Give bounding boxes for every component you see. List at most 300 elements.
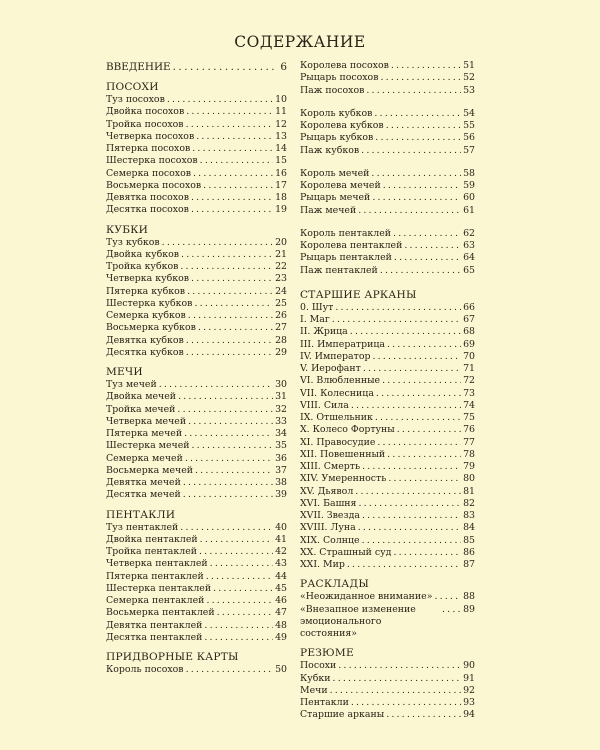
toc-entry[interactable]: [106, 489, 287, 501]
toc-entry[interactable]: [300, 314, 475, 326]
toc-entry-label: Кубки: [300, 672, 331, 684]
dot-leader: [442, 604, 461, 616]
section-heading: КУБКИ: [106, 223, 149, 236]
toc-entry-page: 20: [275, 236, 287, 248]
dot-leader: [380, 72, 461, 84]
toc-entry-label: Паж пентаклей: [300, 264, 378, 276]
toc-entry[interactable]: [300, 461, 475, 473]
toc-entry-label: Семерка посохов: [106, 167, 191, 179]
court-card-group: [300, 168, 475, 217]
toc-entry-label: XIV. Умеренность: [300, 473, 387, 485]
toc-entry-page: 46: [275, 595, 287, 606]
toc-entry[interactable]: [106, 379, 287, 391]
toc-entry-page: 50: [275, 664, 287, 675]
group-spacer: [300, 157, 475, 168]
toc-entry[interactable]: [300, 363, 475, 375]
toc-entry-page: 74: [463, 399, 475, 411]
toc-entry-page: 66: [463, 301, 475, 313]
toc-entry[interactable]: [106, 453, 287, 465]
toc-entry[interactable]: [300, 473, 475, 485]
toc-entry-label: Четверка пентаклей: [106, 558, 208, 570]
toc-entry-page: 71: [463, 363, 475, 374]
toc-entry-label: Десятка пентаклей: [106, 631, 203, 643]
toc-entry-label: Шестерка посохов: [106, 155, 198, 167]
dot-leader: [186, 106, 273, 118]
toc-entry[interactable]: [300, 660, 475, 672]
dot-leader: [178, 391, 273, 403]
toc-entry-label: Пятерка пентаклей: [106, 570, 204, 582]
dot-leader: [192, 143, 273, 155]
toc-entry-page: 34: [275, 428, 287, 439]
section-heading: ПОСОХИ: [106, 81, 159, 93]
dot-leader: [186, 664, 273, 676]
toc-entry-label: Рыцарь мечей: [300, 192, 371, 204]
dot-leader: [434, 591, 461, 603]
toc-entry-label: Королева пентаклей: [300, 240, 403, 251]
dot-leader: [203, 180, 273, 192]
group-spacer: [300, 97, 475, 108]
dot-leader: [186, 347, 273, 359]
section-heading: ПРИДВОРНЫЕ КАРТЫ: [106, 651, 239, 663]
section-heading: ПЕНТАКЛИ: [106, 508, 176, 521]
toc-entry[interactable]: [300, 591, 475, 603]
toc-entry-label: VI. Влюбленные: [300, 375, 381, 387]
toc-entry[interactable]: [300, 375, 475, 387]
dot-leader: [388, 473, 461, 485]
toc-entry[interactable]: [300, 85, 475, 97]
toc-entry[interactable]: [106, 522, 287, 534]
toc-entry[interactable]: [300, 400, 475, 412]
toc-entry[interactable]: [106, 298, 287, 310]
toc-entry-page: 39: [275, 489, 287, 501]
toc-entry[interactable]: [106, 347, 287, 359]
toc-entry[interactable]: [300, 265, 475, 277]
toc-entry-page: 35: [275, 440, 287, 452]
toc-entry[interactable]: [106, 249, 287, 261]
dot-leader: [338, 660, 461, 672]
toc-entry[interactable]: [106, 558, 287, 570]
dot-leader: [361, 145, 461, 157]
toc-entry[interactable]: [106, 286, 287, 298]
toc-section: [106, 223, 287, 360]
dot-leader: [186, 119, 273, 131]
dot-leader: [380, 265, 461, 277]
toc-entry-label: XI. Правосудие: [300, 436, 376, 448]
toc-entry[interactable]: [300, 709, 475, 721]
toc-entry[interactable]: [300, 108, 475, 120]
toc-section: [300, 577, 475, 640]
toc-entry-page: 41: [275, 533, 287, 545]
toc-entry-label: VII. Колесница: [300, 387, 374, 399]
toc-entry-label: Туз посохов: [106, 94, 165, 105]
dot-leader: [393, 547, 461, 559]
toc-entry-label: Король мечей: [300, 167, 370, 179]
dot-leader: [386, 709, 461, 721]
toc-entry[interactable]: [300, 252, 475, 264]
dot-leader: [355, 486, 461, 498]
dot-leader: [186, 335, 273, 347]
toc-entry[interactable]: [106, 131, 287, 143]
toc-entry[interactable]: [300, 72, 475, 84]
dot-leader: [362, 461, 461, 473]
toc-entry-label: Посохи: [300, 660, 337, 672]
toc-entry[interactable]: [300, 604, 475, 641]
toc-entry[interactable]: [300, 522, 475, 534]
dot-leader: [199, 546, 273, 558]
toc-entry[interactable]: [106, 391, 287, 403]
dot-leader: [173, 60, 279, 74]
toc-entry[interactable]: [300, 673, 475, 685]
dot-leader: [200, 155, 273, 167]
dot-leader: [191, 204, 273, 216]
toc-entry-label: Восьмерка пентаклей: [106, 607, 215, 619]
toc-entry[interactable]: [106, 192, 287, 204]
dot-leader: [210, 558, 273, 570]
toc-entry[interactable]: [300, 449, 475, 461]
toc-entry[interactable]: [106, 168, 287, 180]
toc-entry-page: 80: [463, 473, 475, 485]
toc-entry-label: «Внезапное изменение эмоционального состояния»: [300, 603, 416, 639]
toc-entry[interactable]: [106, 440, 287, 452]
toc-entry-page: 47: [275, 607, 287, 619]
toc-entry-label: XVIII. Луна: [300, 522, 356, 534]
toc-entry-page: 16: [275, 167, 287, 179]
group-spacer: [300, 277, 475, 288]
toc-entry[interactable]: [106, 607, 287, 619]
toc-entry-page: 31: [275, 391, 287, 403]
toc-entry[interactable]: [106, 428, 287, 440]
dot-leader: [195, 465, 273, 477]
toc-entry-label: Король пентаклей: [300, 227, 392, 239]
toc-entry[interactable]: [300, 132, 475, 144]
toc-entry[interactable]: [106, 261, 287, 273]
toc-entry[interactable]: [106, 404, 287, 416]
toc-entry-page: 75: [463, 412, 475, 423]
toc-entry[interactable]: [106, 620, 287, 632]
toc-entry-page: 68: [463, 326, 475, 338]
dot-leader: [204, 632, 273, 644]
toc-entry-page: 32: [275, 403, 287, 415]
toc-entry[interactable]: [106, 106, 287, 118]
toc-entry-page: 63: [463, 240, 475, 251]
dot-leader: [188, 310, 273, 322]
dot-leader: [374, 108, 461, 120]
dot-leader: [335, 302, 461, 314]
toc-entry-page: 10: [275, 94, 287, 105]
court-card-group: [300, 108, 475, 157]
toc-entry[interactable]: [106, 155, 287, 167]
toc-entry-page: 73: [463, 387, 475, 399]
dot-leader: [363, 363, 461, 375]
toc-entry-page: 21: [275, 248, 287, 260]
dot-leader: [180, 261, 273, 273]
dot-leader: [377, 437, 461, 449]
toc-entry-label: XVI. Башня: [300, 497, 357, 509]
toc-entry-page: 12: [275, 118, 287, 130]
dot-leader: [191, 273, 273, 285]
dot-leader: [185, 453, 273, 465]
toc-entry-page: 28: [275, 334, 287, 346]
court-card-group: [300, 60, 475, 97]
dot-leader: [351, 697, 461, 709]
toc-entry-page: 64: [463, 252, 475, 264]
toc-entry-page: 19: [275, 204, 287, 216]
dot-leader: [332, 314, 461, 326]
toc-entry-page: 77: [463, 436, 475, 448]
toc-entry[interactable]: [300, 60, 475, 72]
toc-entry[interactable]: [106, 237, 287, 249]
toc-entry[interactable]: [300, 559, 475, 571]
group-spacer: [300, 217, 475, 228]
toc-entry[interactable]: [300, 424, 475, 436]
dot-leader: [386, 120, 461, 132]
toc-entry-label: Пятерка посохов: [106, 143, 191, 154]
dot-leader: [404, 240, 461, 252]
toc-entry-page: 25: [275, 297, 287, 309]
toc-entry-page: 79: [463, 461, 475, 472]
toc-entry-label: XIX. Солнце: [300, 534, 360, 546]
toc-entry[interactable]: [106, 595, 287, 607]
toc-entry[interactable]: [106, 583, 287, 595]
dot-leader: [387, 449, 461, 461]
toc-entry-page: 36: [275, 452, 287, 464]
toc-entry-label: Тройка посохов: [106, 118, 184, 130]
toc-entry-label: Тройка мечей: [106, 403, 176, 415]
toc-entry-label: Король посохов: [106, 664, 184, 675]
toc-entry-page: 65: [463, 264, 475, 276]
toc-entry-page: 29: [275, 346, 287, 358]
toc-entry-label: ВВЕДЕНИЕ: [106, 61, 171, 73]
dot-leader: [192, 440, 274, 452]
toc-section: [106, 365, 287, 502]
toc-entry-label: III. Императрица: [300, 338, 385, 350]
toc-entry-page: 37: [275, 464, 287, 476]
toc-entry-label: 0. Шут: [300, 301, 334, 313]
toc-entry-page: 15: [275, 155, 287, 167]
toc-entry[interactable]: [300, 326, 475, 338]
dot-leader: [183, 489, 273, 501]
dot-leader: [187, 286, 273, 298]
toc-entry[interactable]: [300, 388, 475, 400]
toc-entry[interactable]: [106, 664, 287, 676]
toc-entry-page: 62: [463, 227, 475, 239]
toc-entry[interactable]: [300, 697, 475, 709]
toc-entry-page: 52: [463, 72, 475, 84]
toc-entry[interactable]: [300, 412, 475, 424]
toc-entry[interactable]: [106, 416, 287, 428]
page-title: СОДЕРЖАНИЕ: [234, 33, 366, 51]
toc-entry[interactable]: [106, 119, 287, 131]
toc-entry-page: 51: [463, 60, 475, 71]
dot-leader: [358, 498, 461, 510]
toc-entry[interactable]: [106, 571, 287, 583]
toc-entry-page: 70: [463, 350, 475, 362]
toc-entry[interactable]: [300, 145, 475, 157]
toc-entry-page: 44: [275, 570, 287, 582]
toc-entry[interactable]: [300, 168, 475, 180]
dot-leader: [183, 477, 273, 489]
toc-entry[interactable]: [300, 180, 475, 192]
toc-entry-page: 72: [463, 375, 475, 387]
dot-leader: [366, 85, 461, 97]
toc-entry-label: Восьмерка посохов: [106, 179, 202, 191]
toc-entry-page: 87: [463, 559, 475, 570]
toc-entry[interactable]: [300, 351, 475, 363]
toc-entry[interactable]: [106, 534, 287, 546]
toc-entry-label: Пятерка мечей: [106, 428, 183, 439]
section-heading: РАСКЛАДЫ: [300, 578, 369, 591]
toc-entry-label: Семерка кубков: [106, 310, 186, 321]
toc-entry-label: XVII. Звезда: [300, 510, 360, 521]
toc-entry-label: Восьмерка мечей: [106, 464, 193, 476]
toc-entry-page: 93: [463, 697, 475, 708]
dot-leader: [194, 298, 273, 310]
section-heading: СТАРШИЕ АРКАНЫ: [300, 288, 417, 301]
dot-leader: [372, 351, 461, 363]
toc-entry-label: XII. Повешенный: [300, 448, 386, 460]
toc-entry-page: 14: [275, 143, 287, 154]
toc-entry-label: Мечи: [300, 684, 328, 696]
dot-leader: [188, 416, 273, 428]
toc-entry-label: Семерка пентаклей: [106, 595, 205, 606]
toc-entry-label: Туз пентаклей: [106, 521, 179, 533]
toc-entry[interactable]: [106, 632, 287, 644]
toc-entry-label: Паж посохов: [300, 84, 365, 96]
dot-leader: [333, 673, 462, 685]
toc-entry-label: Девятка мечей: [106, 477, 181, 488]
dot-leader: [196, 131, 273, 143]
toc-entry-label: Семерка мечей: [106, 452, 183, 464]
toc-entry-label: Двойка мечей: [106, 391, 177, 403]
dot-leader: [206, 595, 273, 607]
dot-leader: [193, 168, 273, 180]
toc-entry[interactable]: [300, 510, 475, 522]
toc-entry-intro[interactable]: [106, 60, 287, 74]
toc-entry[interactable]: [106, 335, 287, 347]
toc-entry-page: 92: [463, 684, 475, 696]
toc-entry-page: 59: [463, 180, 475, 191]
toc-entry-label: Четверка посохов: [106, 130, 195, 142]
section-heading: МЕЧИ: [106, 366, 143, 378]
toc-entry-page: 83: [463, 510, 475, 521]
toc-left-column: [106, 60, 287, 676]
toc-entry[interactable]: [106, 180, 287, 192]
toc-entry-label: Рыцарь пентаклей: [300, 252, 392, 264]
toc-entry-label: XIII. Смерть: [300, 461, 361, 472]
toc-entry-page: 84: [463, 522, 475, 534]
right-sections: [300, 288, 475, 722]
toc-entry-label: Шестерка кубков: [106, 297, 193, 309]
toc-entry-label: Старшие арканы: [300, 709, 385, 721]
toc-entry[interactable]: [300, 685, 475, 697]
toc-entry[interactable]: [300, 547, 475, 559]
dot-leader: [177, 404, 273, 416]
toc-entry-label: II. Жрица: [300, 326, 348, 338]
toc-entry-label: Десятка кубков: [106, 346, 184, 358]
toc-entry[interactable]: [300, 486, 475, 498]
toc-entry-page: 89: [463, 603, 475, 615]
dot-leader: [330, 685, 461, 697]
toc-entry-page: 49: [275, 631, 287, 643]
toc-entry[interactable]: [300, 302, 475, 314]
toc-entry-page: 67: [463, 314, 475, 325]
dot-leader: [167, 94, 273, 106]
toc-entry-label: I. Маг: [300, 314, 330, 325]
toc-entry-page: 55: [463, 120, 475, 131]
dot-leader: [217, 607, 273, 619]
toc-entry[interactable]: [300, 339, 475, 351]
toc-entry-page: 45: [275, 582, 287, 594]
toc-entry[interactable]: [106, 546, 287, 558]
toc-entry-page: 91: [463, 672, 475, 684]
toc-entry-page: 56: [463, 132, 475, 144]
toc-entry-label: Рыцарь посохов: [300, 72, 379, 84]
toc-entry[interactable]: [106, 94, 287, 106]
toc-entry-label: Туз мечей: [106, 379, 157, 390]
toc-entry-label: IX. Отшельник: [300, 412, 373, 423]
toc-entry[interactable]: [106, 477, 287, 489]
toc-entry-page: 94: [463, 709, 475, 721]
toc-entry-page: 58: [463, 167, 475, 179]
dot-leader: [371, 168, 461, 180]
toc-entry[interactable]: [106, 143, 287, 155]
dot-leader: [358, 205, 461, 217]
dot-leader: [391, 60, 461, 72]
toc-entry-label: Девятка кубков: [106, 334, 184, 346]
toc-entry-label: Девятка посохов: [106, 192, 189, 203]
toc-entry[interactable]: [300, 192, 475, 204]
toc-entry[interactable]: [300, 228, 475, 240]
dot-leader: [181, 249, 273, 261]
toc-entry-label: Королева кубков: [300, 120, 384, 131]
section-heading: РЕЗЮМЕ: [300, 647, 354, 660]
toc-entry-page: 40: [275, 521, 287, 533]
toc-entry-page: 30: [275, 379, 287, 390]
toc-entry-label: V. Иерофант: [300, 363, 361, 374]
toc-entry[interactable]: [106, 310, 287, 322]
toc-entry-label: Рыцарь кубков: [300, 132, 374, 144]
toc-entry[interactable]: [106, 273, 287, 285]
toc-entry[interactable]: [300, 437, 475, 449]
toc-entry[interactable]: [106, 465, 287, 477]
dot-leader: [376, 388, 461, 400]
toc-entry[interactable]: [106, 322, 287, 334]
toc-entry-page: 48: [275, 619, 287, 631]
toc-entry-label: Четверка кубков: [106, 273, 190, 285]
toc-entry[interactable]: [300, 205, 475, 217]
toc-entry-page: 86: [463, 546, 475, 558]
toc-entry-label: Паж кубков: [300, 144, 360, 156]
toc-entry-label: Двойка кубков: [106, 248, 180, 260]
toc-entry-page: 13: [275, 130, 287, 142]
toc-entry-label: XV. Дьявол: [300, 485, 354, 497]
toc-entry[interactable]: [106, 204, 287, 216]
toc-entry-page: 27: [275, 322, 287, 334]
toc-entry[interactable]: [300, 498, 475, 510]
toc-entry[interactable]: [300, 120, 475, 132]
toc-entry[interactable]: [300, 535, 475, 547]
toc-entry-page: 88: [463, 591, 475, 603]
toc-entry-label: Пятерка кубков: [106, 285, 186, 297]
toc-entry[interactable]: [300, 240, 475, 252]
toc-entry-label: Королева мечей: [300, 180, 381, 191]
toc-entry-label: Паж мечей: [300, 204, 357, 216]
toc-section: [300, 288, 475, 572]
toc-entry-page: 76: [463, 424, 475, 436]
dot-leader: [200, 534, 273, 546]
toc-entry-page: 60: [463, 192, 475, 204]
toc-entry-label: Десятка посохов: [106, 204, 189, 216]
